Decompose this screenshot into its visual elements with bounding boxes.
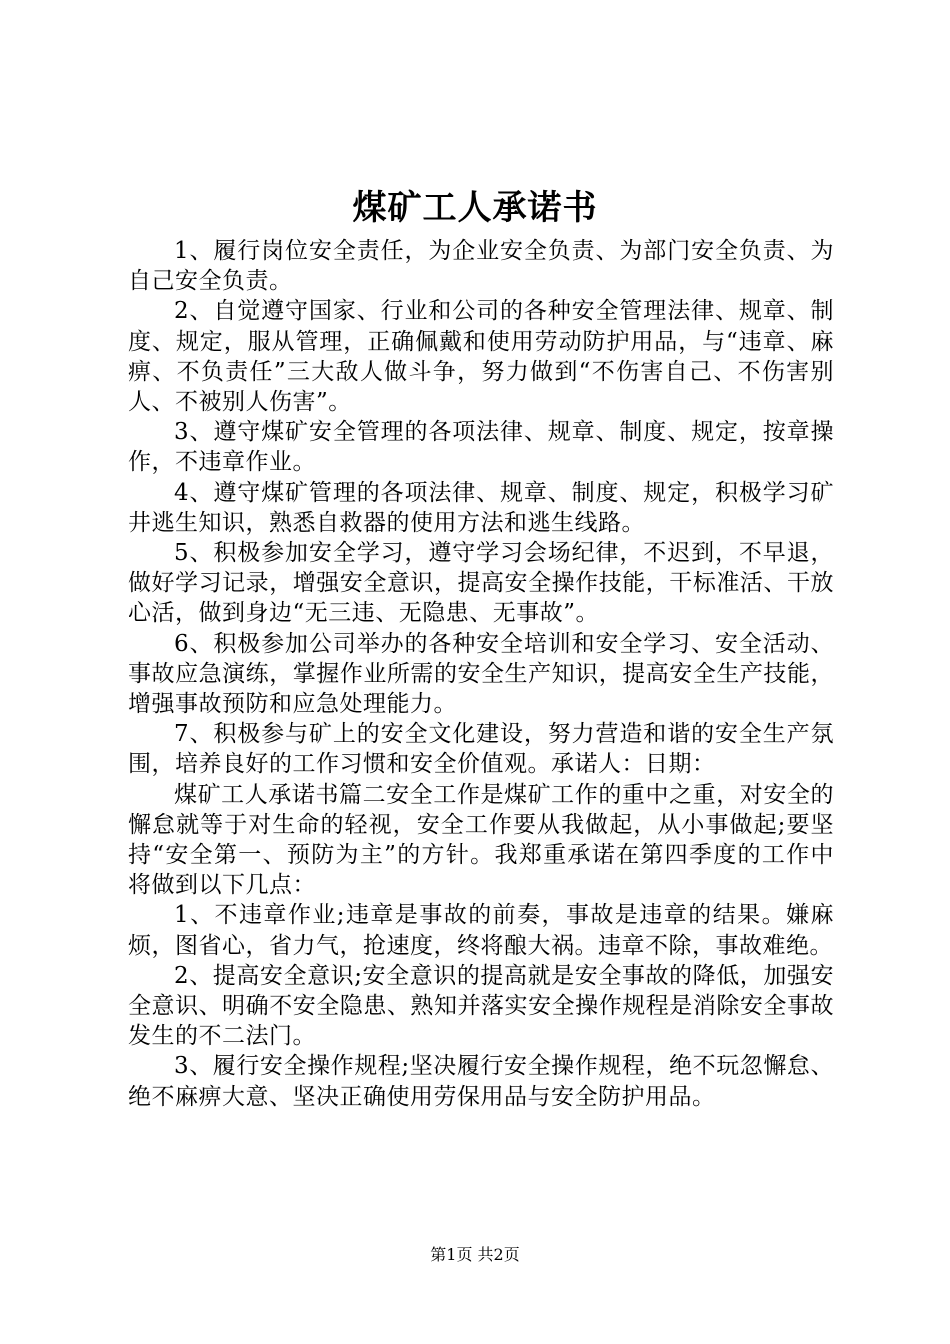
paragraph-3: 3、遵守煤矿安全管理的各项法律、规章、制度、规定，按章操作，不违章作业。 bbox=[128, 419, 834, 476]
paragraph-9: 1、不违章作业;违章是事故的前奏，事故是违章的结果。嫌麻烦，图省心，省力气，抢速度，终将酿大祸。违章不除，事故难绝。 bbox=[128, 902, 834, 959]
paragraph-5: 5、积极参加安全学习，遵守学习会场纪律，不迟到，不早退，做好学习记录，增强安全意识，提高安全操作技能，干标准活、干放心活，做到身边“无三违、无隐患、无事故”。 bbox=[128, 540, 834, 627]
paragraph-11: 3、履行安全操作规程;坚决履行安全操作规程，绝不玩忽懈怠、绝不麻痹大意、坚决正确使用劳保用品与安全防护用品。 bbox=[128, 1053, 834, 1110]
document-title: 煤矿工人承诺书 bbox=[352, 188, 598, 228]
paragraph-10: 2、提高安全意识;安全意识的提高就是安全事故的降低，加强安全意识、明确不安全隐患、熟知并落实安全操作规程是消除安全事故发生的不二法门。 bbox=[128, 962, 834, 1050]
document-body bbox=[128, 236, 834, 1112]
paragraph-4: 4、遵守煤矿管理的各项法律、规章、制度、规定，积极学习矿井逃生知识，熟悉自救器的使用方法和逃生线路。 bbox=[128, 479, 834, 536]
page-footer: 第1页 共2页 bbox=[430, 1245, 520, 1264]
paragraph-1: 1、履行岗位安全责任，为企业安全负责、为部门安全负责、为自己安全负责。 bbox=[128, 238, 834, 295]
paragraph-6: 6、积极参加公司举办的各种安全培训和安全学习、安全活动、事故应急演练，掌握作业所需的安全生产知识，提高安全生产技能，增强事故预防和应急处理能力。 bbox=[128, 630, 834, 718]
paragraph-7: 7、积极参与矿上的安全文化建设，努力营造和谐的安全生产氛围，培养良好的工作习惯和安全价值观。承诺人：日期： bbox=[128, 721, 834, 778]
paragraph-8: 煤矿工人承诺书篇二安全工作是煤矿工作的重中之重，对安全的懈怠就等于对生命的轻视，安全工作要从我做起，从小事做起;要坚持“安全第一、预防为主”的方针。我郑重承诺在第四季度的工作中将做到以下几点： bbox=[128, 781, 834, 899]
paragraph-2: 2、自觉遵守国家、行业和公司的各种安全管理法律、规章、制度、规定，服从管理，正确佩戴和使用劳动防护用品，与“违章、麻痹、不负责任”三大敌人做斗争，努力做到“不伤害自己、不伤害别人、不被别人伤害”。 bbox=[128, 298, 834, 416]
